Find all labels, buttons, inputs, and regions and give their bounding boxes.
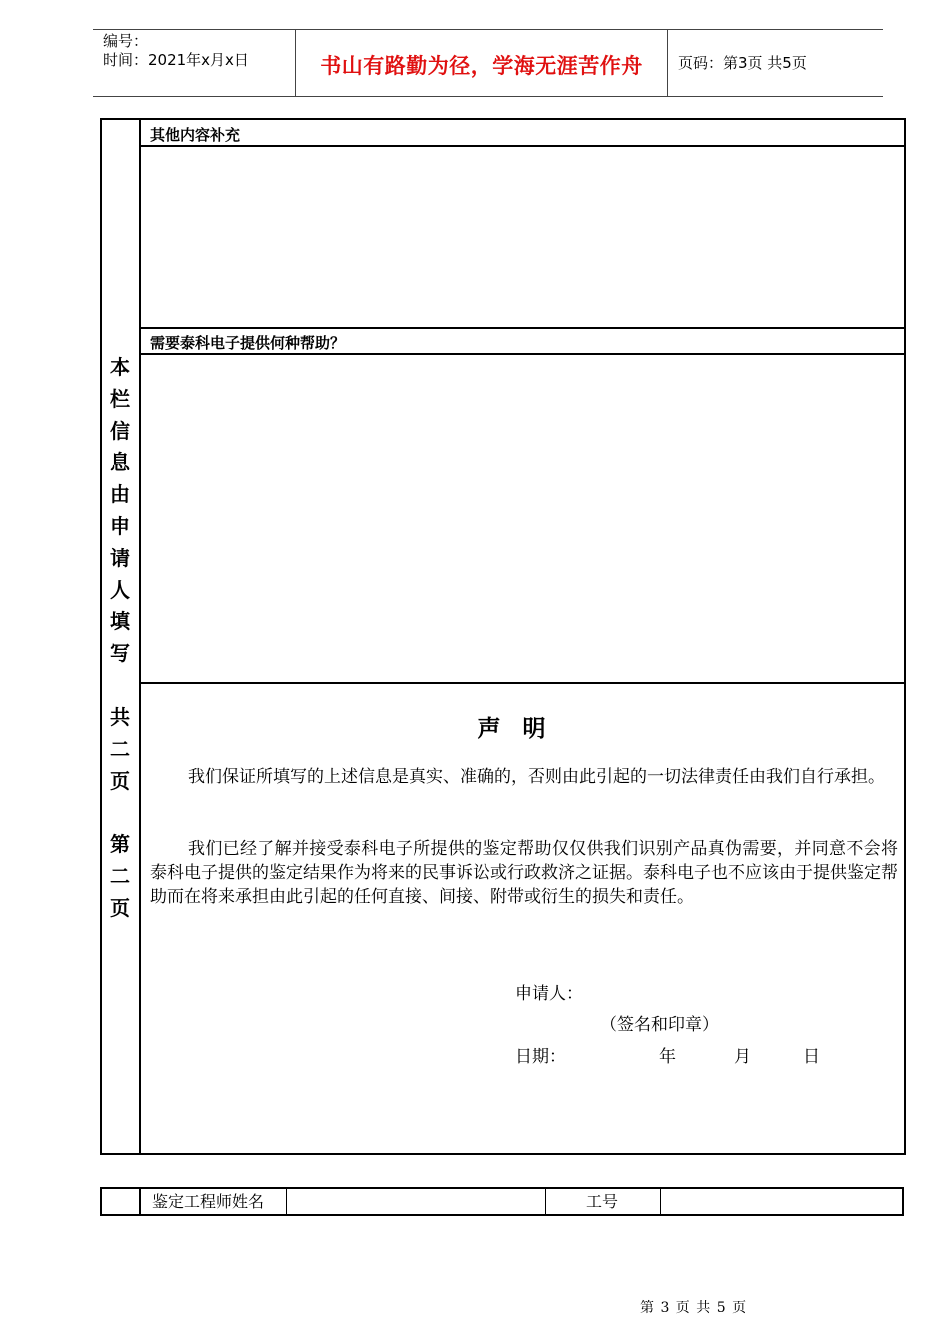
help-content-area[interactable]	[141, 355, 904, 682]
footer-page-number: 第 3 页 共 5 页	[640, 1300, 747, 1316]
side-char: 人	[110, 577, 130, 602]
declaration-paragraph-1: 我们保证所填写的上述信息是真实、准确的，否则由此引起的一切法律责任由我们自行承担。	[188, 767, 885, 787]
date-month-label: 月	[734, 1047, 751, 1067]
side-char: 第	[110, 832, 130, 857]
section-other-title: 其他内容补充	[150, 126, 241, 144]
side-char: 信	[110, 418, 130, 443]
section-help-title: 需要泰科电子提供何种帮助？	[150, 334, 346, 352]
declaration-top-rule	[139, 682, 906, 684]
side-char: 共	[110, 704, 130, 729]
header-motto: 书山有路勤为径，学海无涯苦作舟	[320, 54, 643, 78]
engineer-id-field[interactable]	[662, 1189, 902, 1214]
header-top-rule	[93, 29, 883, 30]
engineer-name-field[interactable]	[288, 1189, 544, 1214]
engineer-name-label: 鉴定工程师姓名	[152, 1192, 265, 1211]
declaration-title: 声明	[477, 716, 568, 742]
side-char: 二	[110, 864, 130, 889]
sign-note: （签名和印章）	[600, 1015, 719, 1035]
side-char: 二	[110, 736, 130, 761]
engineer-row-divider-4	[660, 1187, 661, 1216]
engineer-row-divider-1	[139, 1187, 141, 1216]
header-number-label: 编号：	[103, 32, 149, 50]
side-char: 写	[110, 641, 130, 666]
applicant-label: 申请人：	[515, 984, 583, 1004]
header-time-label: 时间：2021年x月x日	[103, 51, 249, 69]
date-year-label: 年	[659, 1047, 676, 1067]
side-char: 申	[110, 513, 130, 538]
side-char: 填	[110, 609, 130, 634]
date-day-label: 日	[803, 1047, 820, 1067]
side-vertical-caption	[101, 352, 139, 925]
declaration-paragraph-2: 我们已经了解并接受泰科电子所提供的鉴定帮助仅仅供我们识别产品真伪需要，并同意不会将泰科电子提供的鉴定结果作为将来的民事诉讼或行政救济之证据。泰科电子也不应该由于提供鉴定帮助而在将来承担由此引起的任何直接、间接、附带或衍生的损失和责任。	[150, 839, 898, 907]
engineer-row-divider-3	[545, 1187, 546, 1216]
side-char: 页	[110, 895, 130, 920]
side-char: 请	[110, 545, 130, 570]
side-char: 栏	[110, 386, 130, 411]
side-char: 由	[110, 482, 130, 507]
other-content-area[interactable]	[141, 147, 904, 327]
header-divider-right	[667, 29, 668, 97]
engineer-row-divider-2	[286, 1187, 287, 1216]
section-help-top-rule	[139, 327, 906, 329]
header-page-label: 页码：第3页 共5页	[678, 54, 807, 72]
side-char: 息	[110, 450, 130, 475]
date-label: 日期：	[515, 1047, 566, 1067]
side-char: 本	[110, 355, 130, 379]
header-bottom-rule	[93, 96, 883, 97]
engineer-id-label: 工号	[586, 1192, 619, 1211]
side-char: 页	[110, 768, 130, 793]
